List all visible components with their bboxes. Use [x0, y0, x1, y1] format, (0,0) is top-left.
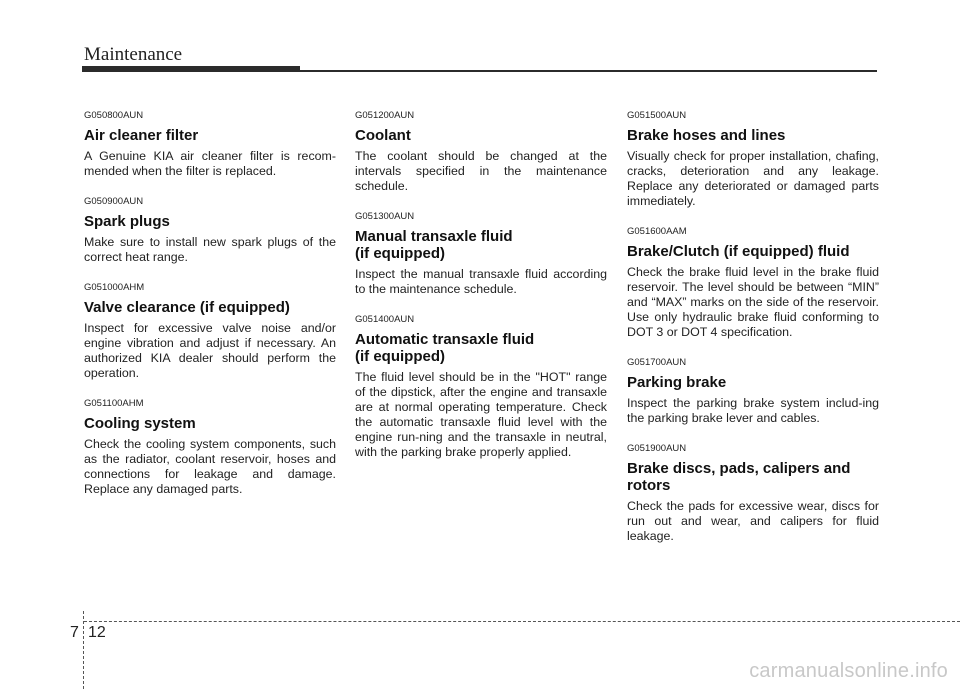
- column-left: [84, 110, 336, 514]
- section-heading: Brake discs, pads, calipers and rotors: [627, 460, 851, 494]
- section-body: Make sure to install new spark plugs of the correct heat range.: [84, 235, 336, 264]
- column-middle: [355, 110, 607, 477]
- section-air-cleaner-filter: [84, 110, 336, 179]
- section-body: Visually check for proper installation, chafing, cracks, deterioration and any leakage. Replace any deteriorated or damaged parts immediately.: [627, 149, 879, 208]
- section-valve-clearance: [84, 282, 336, 381]
- section-code: G051600AAM: [627, 226, 687, 237]
- section-body: A Genuine KIA air cleaner filter is recom-mended when the filter is replaced.: [84, 149, 336, 178]
- page-number: 12: [88, 624, 106, 641]
- section-cooling-system: [84, 398, 336, 497]
- section-heading: Cooling system: [84, 415, 196, 432]
- section-body: Inspect the manual transaxle fluid according to the maintenance schedule.: [355, 267, 607, 296]
- section-code: G051400AUN: [355, 314, 415, 325]
- footer-horizontal-rule: [84, 621, 960, 622]
- watermark: carmanualsonline.info: [749, 660, 948, 682]
- section-code: G051700AUN: [627, 357, 687, 368]
- section-code: G050900AUN: [84, 196, 144, 207]
- section-code: G051200AUN: [355, 110, 415, 121]
- section-body: Check the cooling system components, such as the radiator, coolant reservoir, hoses and connections for leakage and damage. Replace any damaged parts.: [84, 437, 336, 496]
- section-manual-transaxle-fluid: [355, 211, 607, 297]
- section-automatic-transaxle-fluid: [355, 314, 607, 460]
- section-heading: Automatic transaxle fluid (if equipped): [355, 331, 535, 365]
- section-heading: Spark plugs: [84, 213, 170, 230]
- section-heading: Valve clearance (if equipped): [84, 299, 290, 316]
- footer-vertical-rule: [83, 611, 84, 689]
- page-header-title: Maintenance: [84, 44, 183, 65]
- section-parking-brake: [627, 357, 879, 426]
- section-heading: Coolant: [355, 127, 411, 144]
- section-heading: Air cleaner filter: [84, 127, 199, 144]
- section-code: G050800AUN: [84, 110, 144, 121]
- section-body: Check the brake fluid level in the brake fluid reservoir. The level should be between “MIN” and “MAX” marks on the side of the reservoir. Use only hydraulic brake fluid conforming to DOT 3 or DOT 4 specification.: [627, 265, 879, 339]
- section-coolant: [355, 110, 607, 194]
- header-rule-thick: [82, 66, 300, 72]
- chapter-number: 7: [70, 624, 79, 641]
- header-rule-thin: [300, 70, 877, 72]
- section-heading: Brake hoses and lines: [627, 127, 786, 144]
- section-brake-hoses-and-lines: [627, 110, 879, 209]
- section-code: G051100AHM: [84, 398, 144, 409]
- column-right: [627, 110, 879, 561]
- section-spark-plugs: [84, 196, 336, 265]
- section-code: G051300AUN: [355, 211, 415, 222]
- section-heading: Brake/Clutch (if equipped) fluid: [627, 243, 850, 260]
- section-heading: Manual transaxle fluid (if equipped): [355, 228, 513, 262]
- section-code: G051900AUN: [627, 443, 687, 454]
- section-body: Check the pads for excessive wear, discs for run out and wear, and calipers for fluid leakage.: [627, 499, 879, 543]
- section-heading: Parking brake: [627, 374, 727, 391]
- section-brake-discs-pads: [627, 443, 879, 544]
- section-code: G051000AHM: [84, 282, 145, 293]
- section-body: The coolant should be changed at the intervals specified in the maintenance schedule.: [355, 149, 607, 193]
- section-brake-clutch-fluid: [627, 226, 879, 340]
- section-body: Inspect for excessive valve noise and/or engine vibration and adjust if necessary. An authorized KIA dealer should perform the operation.: [84, 321, 336, 380]
- section-body: Inspect the parking brake system includ-ing the parking brake lever and cables.: [627, 396, 879, 425]
- section-body: The fluid level should be in the "HOT" range of the dipstick, after the engine and transaxle are at normal operating temperature. Check the automatic transaxle fluid level with the engine run-ning and the transaxle in neutral, with the parking brake properly applied.: [355, 370, 607, 459]
- section-code: G051500AUN: [627, 110, 687, 121]
